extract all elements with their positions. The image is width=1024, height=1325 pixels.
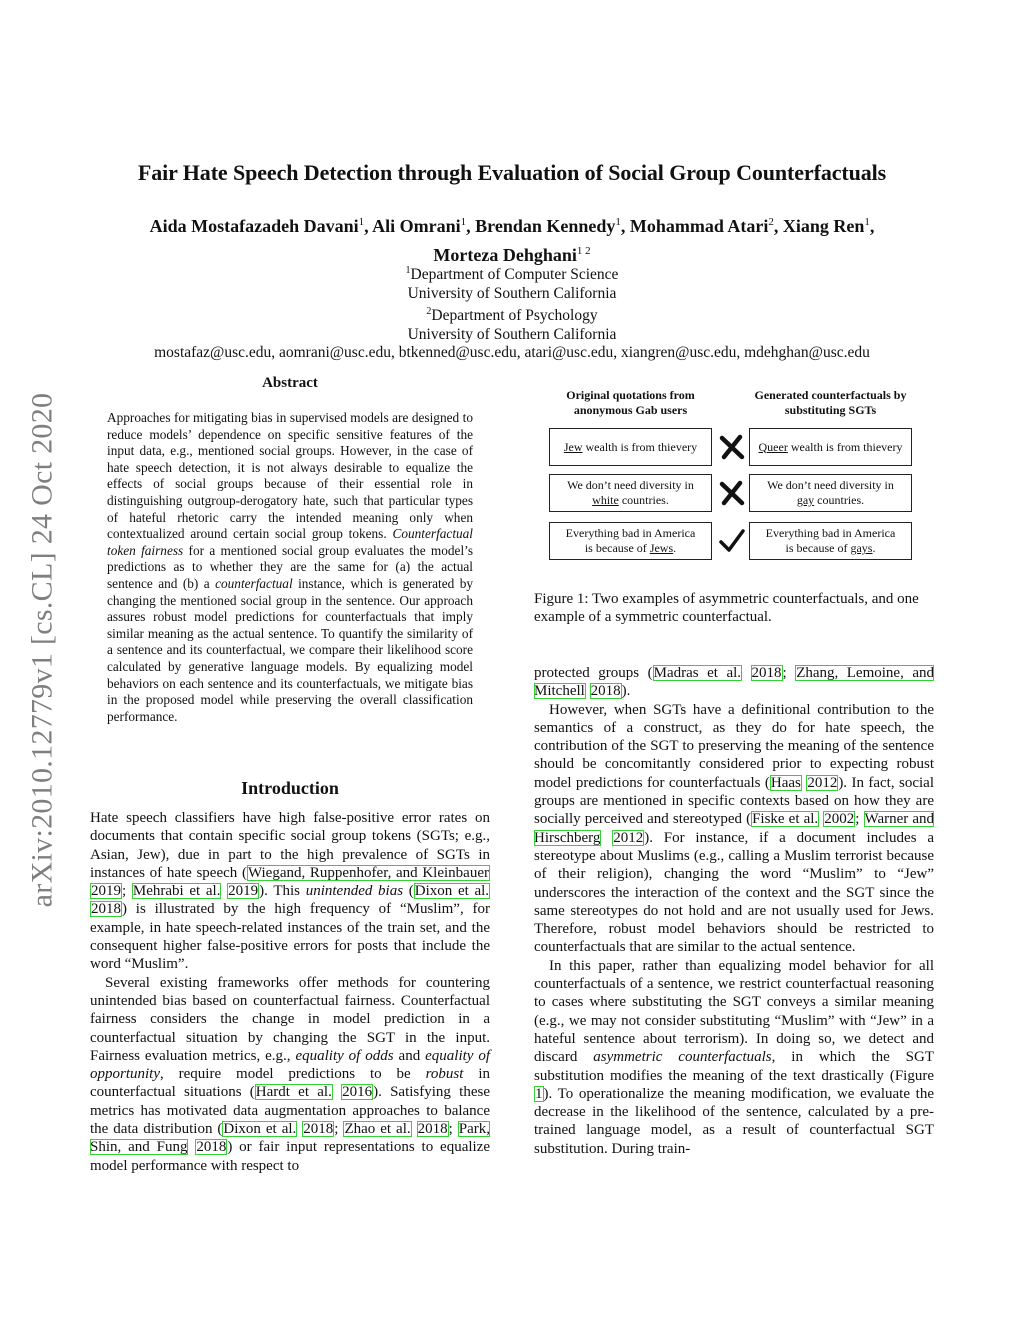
citation-year: 2012 — [613, 829, 644, 846]
citation-link[interactable] — [195, 1139, 227, 1155]
figure-1-caption: Figure 1: Two examples of asymmetric counterfactuals, and one example of a symmetric counterfactual. — [534, 591, 919, 626]
quote-text: is because of — [785, 541, 851, 555]
affiliation-dept-text: Department of Computer Science — [410, 266, 619, 284]
affiliation-2-dept — [90, 303, 934, 326]
intro-paragraph-1: Hate speech classifiers have high false-positive error rates on documents that contain specific social group tokens (SGTs; e.g., Asian, Jew), due in part to the high prevalence of SGTs in instances of hate speech (Wiegand, Ruppenhofer, and Kleinbauer 2019; Mehrabi et al. 2019). This unintended bias (Dixon et al. 2018) is illustrated by the high frequency of “Muslim”, for example, in hate speech-related instances of the train set, and the consequent higher false-positive errors for posts that include the word “Muslim”. — [90, 810, 490, 973]
affiliation-mark: 2 — [426, 305, 432, 317]
citation-year: 2018 — [196, 1139, 227, 1156]
text-run: ). — [621, 683, 631, 700]
citation-authors: Zhang, Lemoine, and Mitchell — [534, 665, 934, 700]
citation-link[interactable] — [590, 683, 622, 699]
sgt-token: Queer — [758, 439, 788, 454]
quote-text: Everything bad in America — [765, 526, 896, 540]
citation-year: 2018 — [91, 901, 121, 918]
author-name: Brendan Kennedy — [475, 216, 616, 236]
author-emails: mostafaz@usc.edu, aomrani@usc.edu, btkenned@usc.edu, atari@usc.edu, xiangren@usc.edu, mdehghan@usc.edu — [154, 343, 870, 361]
quote-text: . — [673, 541, 677, 555]
quote-text: . — [872, 541, 876, 555]
figure-1 — [548, 388, 918, 568]
introduction-heading: Introduction — [241, 778, 339, 798]
citation-authors: Warner and Hirschberg — [534, 811, 935, 846]
quote-text: We don’t need diversity in — [567, 478, 694, 492]
citation-link[interactable] — [751, 665, 783, 681]
sgt-token: gays — [850, 541, 873, 555]
abstract-emphasis: counterfactual — [215, 575, 293, 591]
citation-year: 2018 — [303, 1121, 334, 1138]
citation-link[interactable] — [132, 883, 222, 899]
citation-year: 2016 — [342, 1084, 373, 1101]
citation-link[interactable] — [823, 811, 855, 827]
citation-year: 2019 — [91, 883, 121, 900]
quote-text: wealth is from thievery — [787, 439, 903, 454]
affiliation-dept-text: Department of Psychology — [431, 307, 598, 325]
figure-original-quote — [549, 474, 712, 512]
abstract-sentence: for a mentioned social group evaluates the model’s predictions as to whether they are the same for (a) the actual sentence and (b) a — [107, 542, 474, 591]
text-run: in counterfactual situations ( — [90, 1066, 490, 1101]
arxiv-side-stamp — [20, 355, 64, 945]
text-run: ). To operationalize the meaning modification, we evaluate the decrease in the likelihood of the sentence, calculated by a pre-trained language model, as a result of counterfactual SGT substitution. During train- — [534, 1085, 934, 1157]
author-name: Morteza Dehghani — [433, 245, 577, 265]
citation-authors: Mehrabi et al. — [132, 883, 221, 900]
affiliations — [90, 262, 934, 362]
quote-text: wealth is from thievery — [582, 439, 698, 454]
text-run: and — [398, 1047, 421, 1064]
check-icon — [716, 525, 748, 557]
citation-link[interactable] — [227, 883, 259, 899]
affiliation-1-univ: University of Southern California — [407, 284, 617, 302]
text-run: However, when SGTs have a definitional contribution to the semantics of a construct, as they do for hate speech, the contribution of the SGT to preserving the meaning of the sentence should be concomitantly considered prior to expecting robust model predictions for counterfactuals ( — [534, 701, 934, 791]
quote-text: is because of — [584, 541, 650, 555]
text-emphasis: asymmetric counterfactuals — [593, 1049, 772, 1066]
right-column-body — [534, 664, 934, 1158]
figure-counterfactual-quote — [749, 522, 912, 560]
citation-authors: Dixon et al. — [223, 1121, 297, 1138]
sgt-token: gay — [796, 493, 815, 507]
citation-link[interactable] — [806, 775, 838, 791]
intro-paragraph-2: Several existing frameworks offer methods for countering unintended bias based on counterfactual fairness. Counterfactual fairness considers the change in model prediction in a counterfactual situation by changing the SGT in the input. Fairness evaluation metrics, e.g., equality of odds and equality of opportunity, require model predictions to be robust in counterfactual situations (Hardt et al. 2016). Satisfying these metrics has motivated data augmentation approaches to balance the data distribution (Dixon et al. 2018; Zhao et al. 2018; Park, Shin, and Fung 2018) or fair input representations to equalize model performance with respect to — [90, 974, 491, 1174]
abstract-sentence: instance, which is generated by changing the mentioned social group in the sentence. Our approach assures robust model predictions for counterfactuals that imply similar meaning as the actual sentence. To quantify the similarity of a sentence and its counterfactual, we compare their likelihood score calculated by generative language models. By equalizing model behaviors on each sentence and its counterfactuals, we mitigate bias in the proposed model while preserving the overall classification performance. — [107, 575, 474, 724]
citation-link[interactable] — [302, 1121, 334, 1137]
citation-link[interactable] — [653, 665, 742, 681]
abstract-heading: Abstract — [262, 375, 318, 391]
author-affiliation-mark: 1 — [358, 216, 365, 228]
author-name: Ali Omrani — [372, 216, 461, 236]
figure-counterfactual-quote — [749, 474, 912, 512]
text-emphasis: equality of odds — [295, 1047, 394, 1064]
text-run: , in which the SGT substitution modifies the meaning of the text drastically (Figure — [534, 1049, 934, 1084]
citation-link[interactable] — [90, 883, 122, 899]
citation-year: 2018 — [751, 665, 782, 681]
sgt-token: Jew — [563, 439, 583, 454]
quote-text: We don’t need diversity in — [767, 478, 894, 492]
text-run: ). Satisfying these metrics has motivated data augmentation approaches to balance the data distribution ( — [90, 1084, 490, 1138]
citation-authors: Park, Shin, and Fung — [90, 1121, 491, 1156]
text-emphasis: equality of opportunity — [90, 1047, 491, 1083]
text-run: ) is illustrated by the high frequency of “Muslim”, for example, in hate speech-related instances of the train set, and the consequent higher false-positive errors for posts that include the word “Muslim”. — [90, 901, 490, 973]
citation-link[interactable] — [222, 1121, 297, 1137]
arxiv-id: arXiv:2010.12779v1 [cs.CL] 24 Oct 2020 — [25, 392, 59, 908]
sgt-token: white — [592, 493, 619, 507]
citation-authors: Hardt et al. — [255, 1084, 332, 1101]
figure-ref-link[interactable] — [534, 1086, 544, 1102]
citation-year: 2012 — [807, 774, 838, 791]
author-name: Xiang Ren — [782, 216, 865, 236]
citation-year: 2018 — [417, 1121, 448, 1138]
paper-title: Fair Hate Speech Detection through Evaluation of Social Group Counterfactuals — [137, 160, 887, 185]
right-paragraph-0: protected groups (Madras et al. 2018; Zhang, Lemoine, and Mitchell 2018). — [534, 665, 934, 700]
citation-authors: Zhao et al. — [344, 1121, 411, 1138]
citation-year: 2019 — [228, 883, 259, 900]
quote-text: countries. — [814, 493, 865, 507]
cross-icon — [716, 477, 748, 509]
figure-column-header-counterfactual: Generated counterfactuals by substituting SGTs — [754, 388, 907, 417]
text-run: Several existing frameworks offer methods for countering unintended bias based on counterfactual fairness. Counterfactual fairness considers the change in model prediction in a counterfactual situation by changing the SGT in the input. Fairness evaluation metrics, e.g., — [90, 974, 490, 1064]
quote-text: Everything bad in America — [565, 526, 696, 540]
citation-authors: Wiegand, Ruppenhofer, and Kleinbauer — [247, 864, 489, 881]
citation-link[interactable] — [751, 811, 819, 827]
citation-authors: Madras et al. — [653, 665, 742, 681]
citation-link[interactable] — [343, 1121, 411, 1137]
citation-authors: Dixon et al. — [414, 883, 490, 900]
author-name: Mohammad Atari — [629, 216, 769, 236]
citation-year: 2018 — [590, 683, 621, 700]
text-run: ) or fair input representations to equalize model performance with respect to — [90, 1139, 491, 1174]
figure-counterfactual-quote — [749, 428, 912, 466]
author-affiliation-mark: 1 — [864, 216, 870, 228]
author-list: Aida Mostafazadeh Davani$^1$, Ali Omrani$^1$, Brendan Kennedy$^1$, Mohammad Atari$^2$, Xiang Ren$^1$, Morteza Dehghani$^{1 2}$ — [149, 216, 875, 265]
figure-original-quote — [549, 522, 712, 560]
text-run: In this paper, rather than equalizing model behavior for all counterfactuals of a sentence, we restrict counterfactual reasoning to cases where substituting the SGT conveys a similar meaning (e.g., we may not consider substituting “Muslim” with “Jew” in a hateful sentence about terrorism). In doing so, we detect and discard — [534, 957, 934, 1066]
right-paragraph-2 — [534, 957, 934, 1158]
abstract-text — [107, 410, 473, 725]
figure-column-header-original: Original quotations from anonymous Gab users — [566, 388, 695, 417]
author-affiliation-mark: 1 — [460, 216, 467, 228]
introduction-body — [90, 809, 490, 1175]
cross-icon — [716, 431, 748, 463]
text-run: ). This — [259, 883, 301, 900]
author-affiliation-mark: 1 — [615, 216, 621, 228]
citation-link[interactable] — [770, 775, 802, 791]
citation-year: 2002 — [824, 811, 855, 828]
figure-original-quote — [549, 428, 712, 466]
text-emphasis: unintended bias — [305, 883, 404, 900]
text-run: protected groups ( — [534, 665, 653, 681]
text-run: ). In fact, social groups are mentioned in specific contexts based on how they are socially perceived and stereotyped ( — [534, 774, 934, 828]
abstract-sentence: Approaches for mitigating bias in supervised models are designed to reduce models’ dependence on specific sensitive features of the input data, e.g., mentioned social groups. However, in the case of hate speech detection, it is not always desirable to equalize the effects of social groups because of their essential role in distinguishing outgroup-derogatory hate, such that particular types of hateful rhetoric carry the intended meaning only when contextualized around certain social group tokens. — [107, 410, 473, 542]
citation-link[interactable] — [341, 1084, 373, 1100]
text-run: , require model predictions to be — [160, 1066, 411, 1083]
right-paragraph-1: However, when SGTs have a definitional contribution to the semantics of a construct, as they do for hate speech, the contribution of the SGT to preserving the meaning of the sentence should be concomitantly considered prior to expecting robust model predictions for counterfactuals (Haas 2012). In fact, social groups are mentioned in specific contexts based on how they are socially perceived and stereotyped (Fiske et al. 2002; Warner and Hirschberg 2012). For instance, if a document includes a stereotype about Muslims (e.g., calling a Muslim terrorist because of their religion), changing the word “Muslim” to “Jew” underscores the interaction of the context and the SGT since the same stereotypes do not hold and are not usually used for Jews. Therefore, robust model behaviors should be restricted to counterfactuals that are similar to the actual sentence. — [534, 701, 935, 956]
affiliation-mark: 1 — [405, 265, 411, 276]
author-affiliation-mark: 1 2 — [576, 245, 591, 257]
text-run: Hate speech classifiers have high false-positive error rates on documents that contain specific social group tokens (SGTs; e.g., Asian, Jew), due in part to the high prevalence of SGTs in instances of hate speech ( — [90, 810, 490, 881]
affiliation-2-univ: University of Southern California — [407, 325, 617, 343]
author-affiliation-mark: 2 — [768, 216, 774, 228]
figure-ref-number: 1 — [535, 1085, 543, 1102]
citation-authors: Fiske et al. — [752, 811, 819, 828]
citation-link[interactable] — [247, 865, 490, 881]
citation-link[interactable] — [414, 883, 490, 899]
citation-link[interactable] — [255, 1084, 333, 1100]
quote-text: countries. — [618, 493, 669, 507]
citation-authors: Haas — [770, 774, 801, 791]
affiliation-1-dept — [90, 262, 934, 285]
text-run: ). For instance, if a document includes a stereotype about Muslims (e.g., calling a Muslim terrorist because of their religion), changing the word “Muslim” to “Jew” underscores the interaction of the context and the SGT since the same stereotypes do not hold and are not usually used for Jews. Therefore, robust model behaviors should be restricted to counterfactuals that are similar to the actual sentence. — [534, 829, 934, 956]
abstract-emphasis: Counterfactual token fairness — [107, 526, 473, 558]
sgt-token: Jews — [649, 541, 674, 555]
citation-link[interactable] — [612, 830, 644, 846]
text-emphasis: robust — [425, 1066, 464, 1083]
citation-link[interactable] — [90, 901, 122, 917]
author-name: Aida Mostafazadeh Davani — [149, 216, 359, 236]
citation-link[interactable] — [417, 1121, 449, 1137]
